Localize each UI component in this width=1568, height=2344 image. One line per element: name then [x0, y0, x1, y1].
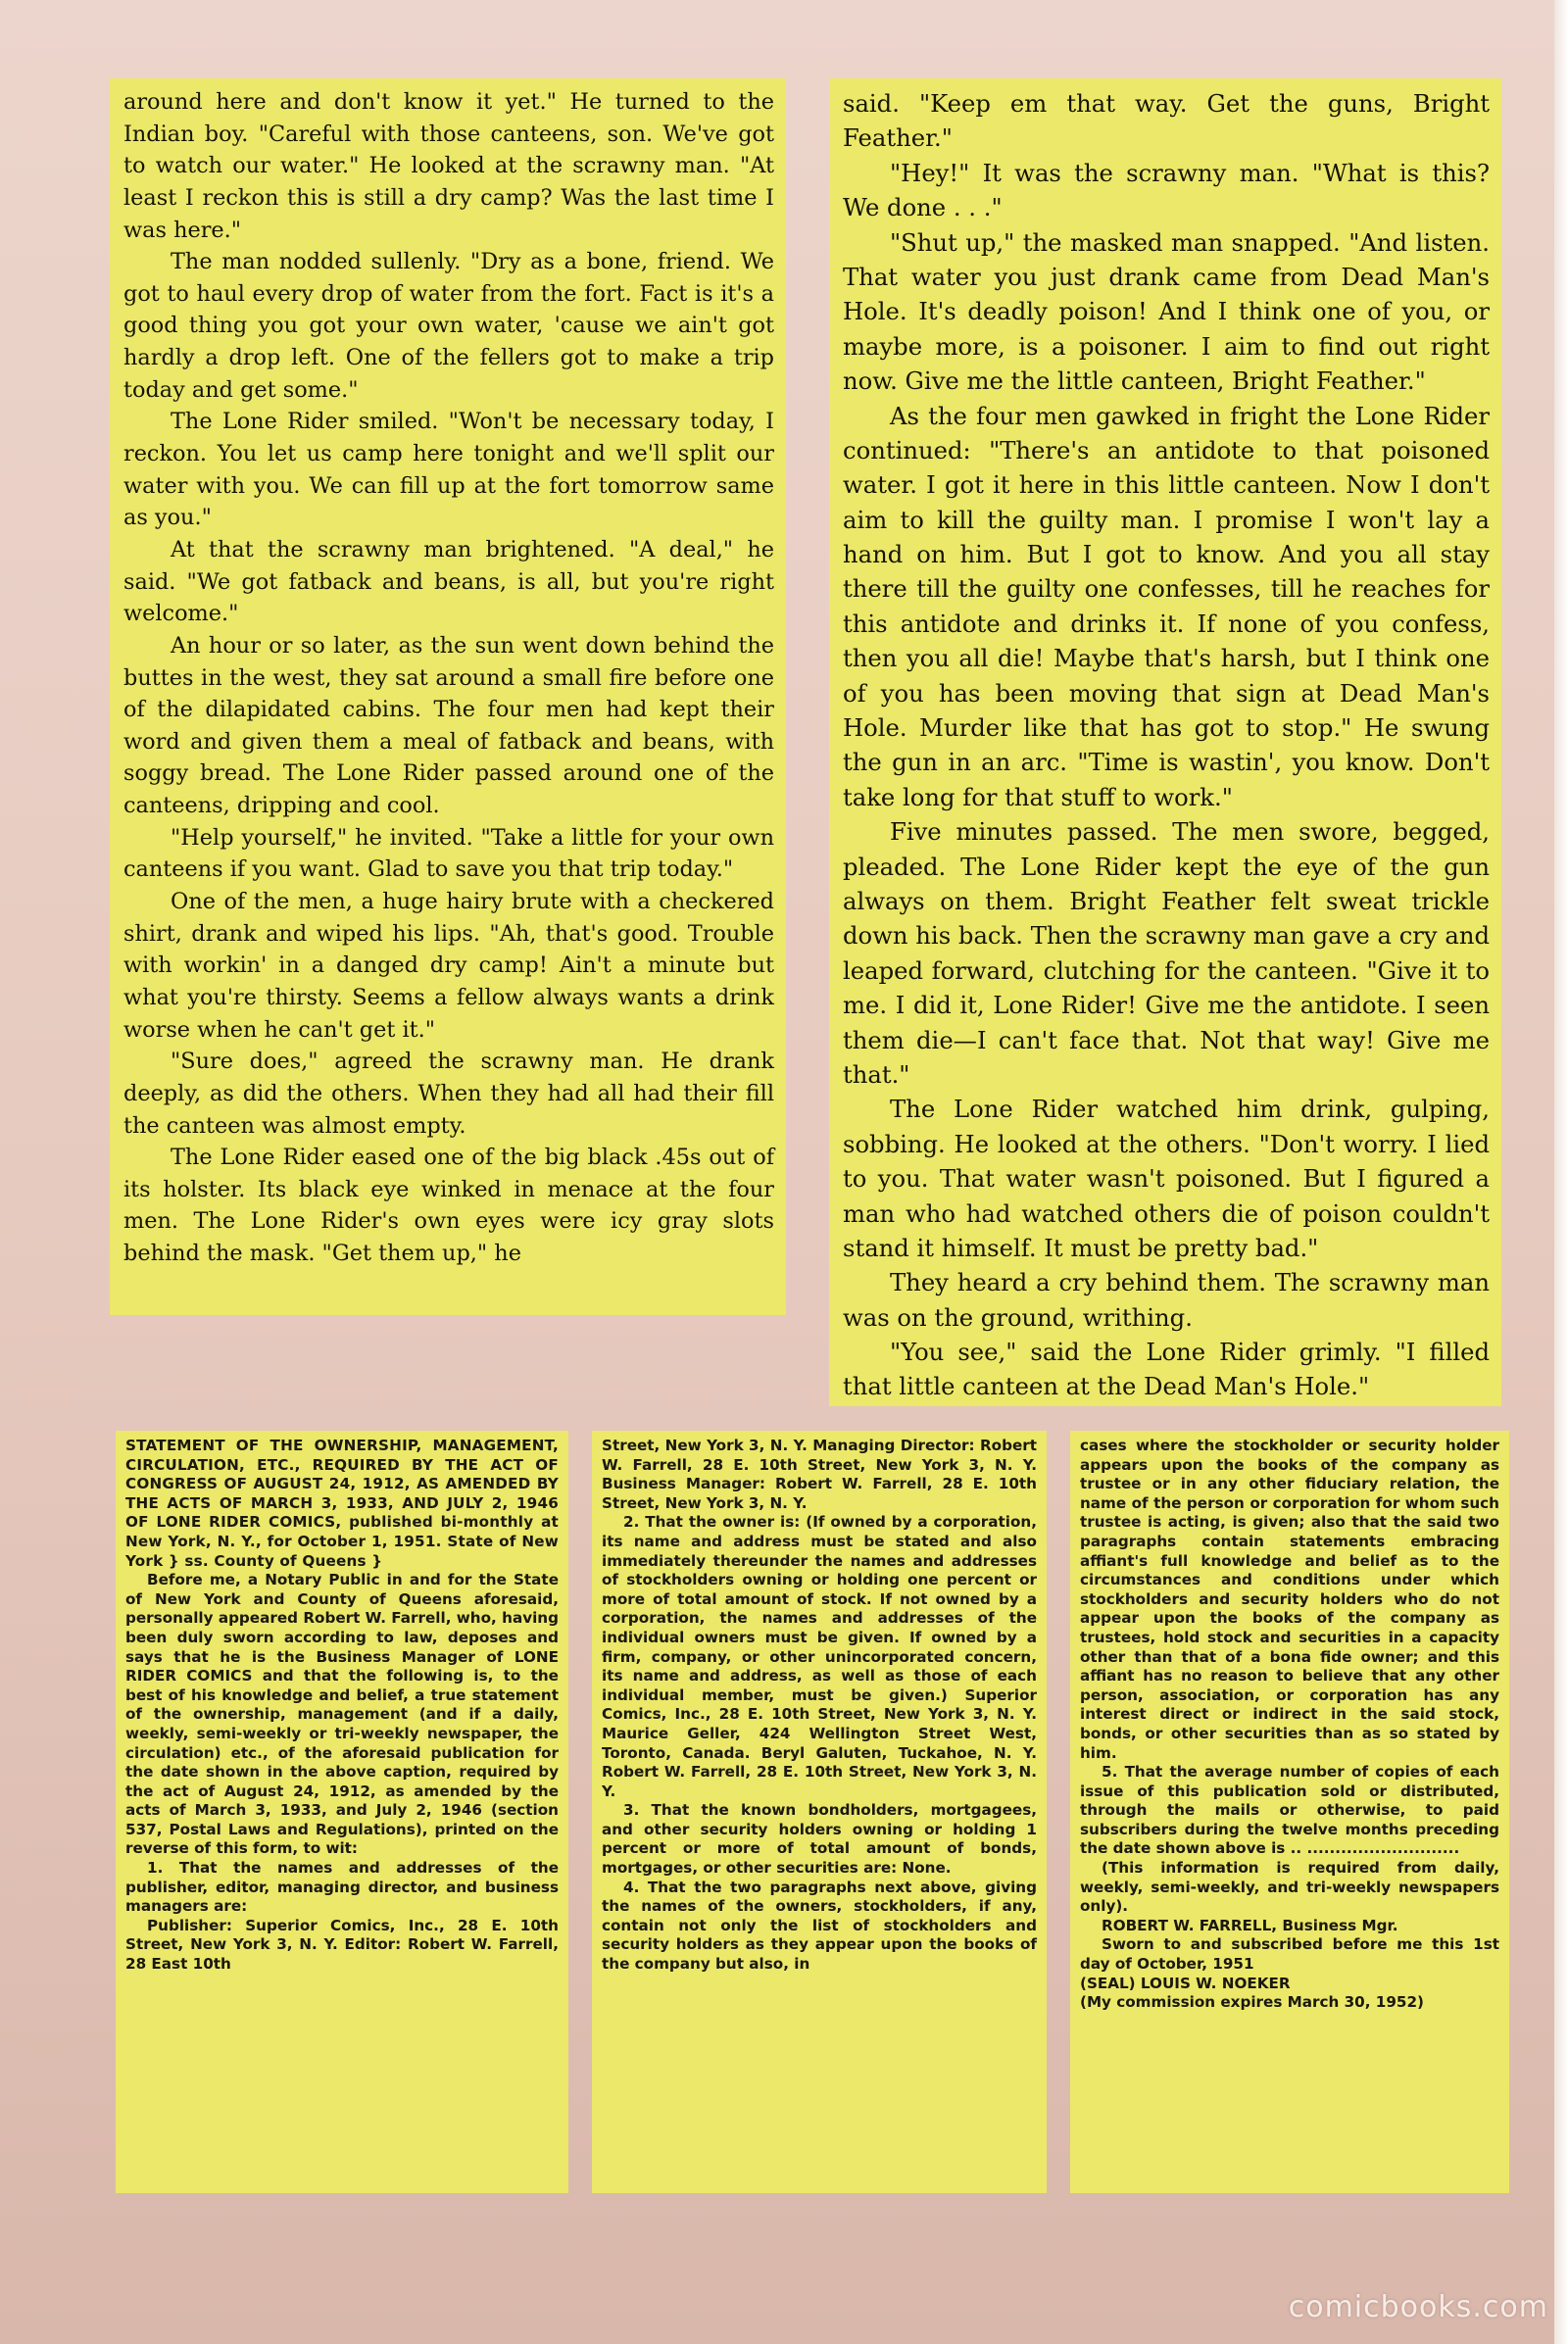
statement-paragraph: (My commission expires March 30, 1952) [1080, 1993, 1425, 2012]
story-paragraph: "Help yourself," he invited. "Take a little for your own canteens if you want. Glad to save you that trip today." [123, 824, 774, 883]
statement-paragraph: Sworn to and subscribed before me this 1st day of October, 1951 [1080, 1935, 1499, 1974]
story-paragraph: The Lone Rider eased one of the big black .45s out of its holster. Its black eye winked in menace at the four men. The Lone Rider's own eyes were icy gray slots behind the mask. "Get them up," he [123, 1145, 774, 1267]
watermark-text: comicbooks.com [1288, 2290, 1548, 2324]
statement-paragraph: cases where the stockholder or security holder appears upon the books of the company as trustee or in any other fiduciary relation, the name of the person or corporation for whom such trustee is acting, is given; also that the said two paragraphs contain statements embracing affiant's full knowledge and belief as to the circumstances and conditions under which stockholders and security holders who do not appear upon the books of the company as trustees, hold stock and securities in a capacity other than that of a bona fide owner; and this affiant has no reason to believe that any other person, association, or corporation has any interest direct or indirect in the said stock, bonds, or other securities than as so stated by him. [1080, 1437, 1499, 1762]
story-column-left [110, 78, 786, 1315]
story-paragraph: An hour or so later, as the sun went down behind the buttes in the west, they sat around a small fire before one of the dilapidated cabins. The four men had kept their word and given them a meal of fatback and beans, with soggy bread. The Lone Rider passed around one of the canteens, dripping and cool. [123, 632, 774, 819]
story-paragraph: "Sure does," agreed the scrawny man. He drank deeply, as did the others. When they had all had their fill the canteen was almost empty. [123, 1049, 774, 1139]
story-paragraph: said. "Keep em that way. Get the guns, Bright Feather." [843, 89, 1490, 153]
page-edge [1554, 0, 1568, 2344]
story-paragraph: The Lone Rider watched him drink, gulping, sobbing. He looked at the others. "Don't worry. I lied to you. That water wasn't poisoned. But I figured a man who had watched others die of poison couldn't stand it himself. It must be pretty bad." [843, 1095, 1490, 1262]
ownership-statement-column-3 [1070, 1431, 1509, 2193]
statement-paragraph: Publisher: Superior Comics, Inc., 28 E. 10th Street, New York 3, N. Y. Editor: Robert W. Farrell, 28 East 10th [125, 1916, 559, 1974]
story-paragraph: One of the men, a huge hairy brute with a checkered shirt, drank and wiped his lips. "Ah, that's good. Trouble with workin' in a danged dry camp! Ain't a minute but what you're thirsty. Seems a fellow always wants a drink worse when he can't get it." [123, 889, 774, 1043]
story-paragraph: around here and don't know it yet." He turned to the Indian boy. "Careful with those canteens, son. We've got to watch our water." He looked at the scrawny man. "At least I reckon this is still a dry camp? Was the last time I was here." [123, 89, 774, 243]
statement-paragraph: ROBERT W. FARRELL, Business Mgr. [1102, 1916, 1398, 1934]
story-paragraph: "Shut up," the masked man snapped. "And listen. That water you just drank came from Dead Man's Hole. It's deadly poison! And I think one of you, or maybe more, is a poisoner. I aim to find out right now. Give me the little canteen, Bright Feather." [843, 227, 1490, 396]
statement-paragraph: 2. That the owner is: (If owned by a corporation, its name and address must be stated and also immediately thereunder the names and addresses of stockholders owning or holding one percent or more of total amount of stock. If not owned by a corporation, the names and addresses of the individual owners must be given. If owned by a firm, company, or other unincorporated concern, its name and address, as well as those of each individual member, must be given.) Superior Comics, Inc., 28 E. 10th Street, New York 3, N. Y. Maurice Geller, 424 Wellington Street West, Toronto, Canada. Beryl Galuten, Tuckahoe, N. Y. Robert W. Farrell, 28 E. 10th Street, New York 3, N. Y. [602, 1513, 1037, 1800]
ownership-statement-column-2 [592, 1431, 1047, 2193]
story-paragraph: The Lone Rider smiled. "Won't be necessary today, I reckon. You let us camp here tonight and we'll split our water with you. We can fill up at the fort tomorrow same as you." [123, 409, 774, 531]
story-paragraph: The man nodded sullenly. "Dry as a bone, friend. We got to haul every drop of water from the fort. Fact is it's a good thing you got your own water, 'cause we ain't got hardly a drop left. One of the fellers got to make a trip today and get some." [123, 249, 774, 403]
statement-paragraph: 1. That the names and addresses of the publisher, editor, managing director, and business managers are: [125, 1859, 559, 1916]
statement-paragraph: (SEAL) LOUIS W. NOEKER [1080, 1974, 1291, 1992]
ownership-statement-column-1 [116, 1431, 568, 2193]
story-paragraph: "You see," said the Lone Rider grimly. "I filled that little canteen at the Dead Man's Hole." [843, 1338, 1490, 1401]
story-column-right [829, 78, 1501, 1406]
statement-paragraph: Before me, a Notary Public in and for the State of New York and County of Queens aforesaid, personally appeared Robert W. Farrell, who, having been duly sworn according to law, deposes and says that he is the Business Manager of LONE RIDER COMICS and that the following is, to the best of his knowledge and belief, a true statement of the ownership, management (and if a daily, weekly, semi-weekly or tri-weekly newspaper, the circulation) etc., of the aforesaid publication for the date shown in the above caption, required by the act of August 24, 1912, as amended by the acts of March 3, 1933, and July 2, 1946 (section 537, Postal Laws and Regulations), printed on the reverse of this form, to wit: [125, 1571, 559, 1858]
statement-paragraph: (This information is required from daily, weekly, semi-weekly, and tri-weekly newspapers only). [1080, 1859, 1499, 1916]
statement-paragraph: STATEMENT OF THE OWNERSHIP, MANAGEMENT, CIRCULATION, ETC., REQUIRED BY THE ACT OF CONGRESS OF AUGUST 24, 1912, AS AMENDED BY THE ACTS OF MARCH 3, 1933, AND JULY 2, 1946 OF LONE RIDER COMICS, published bi-monthly at New York, N. Y., for October 1, 1951. State of New York } ss. County of Queens } [125, 1437, 559, 1570]
statement-paragraph: 5. That the average number of copies of each issue of this publication sold or distributed, through the mails or otherwise, to paid subscribers during the twelve months preceding the date shown above is .. ........................... [1080, 1763, 1499, 1858]
story-paragraph: At that the scrawny man brightened. "A deal," he said. "We got fatback and beans, is all, but you're right welcome." [123, 536, 774, 627]
story-paragraph: As the four men gawked in fright the Lone Rider continued: "There's an antidote to that poisoned water. I got it here in this little canteen. Now I don't aim to kill the guilty man. I promise I won't lay a hand on him. But I got to know. And you all stay there till the guilty one confesses, till he reaches for this antidote and drinks it. If none of you confess, then you all die! Maybe that's harsh, but I think one of you has been moving that sign at Dead Man's Hole. Murder like that has got to stop." He swung the gun in an arc. "Time is wastin', you know. Don't take long for that stuff to work." [843, 401, 1490, 811]
story-paragraph: Five minutes passed. The men swore, begged, pleaded. The Lone Rider kept the eye of the gun always on them. Bright Feather felt sweat trickle down his back. Then the scrawny man gave a cry and leaped forward, clutching for the canteen. "Give it to me. I did it, Lone Rider! Give me the antidote. I seen them die—I can't face that. Not that way! Give me that." [843, 817, 1490, 1089]
statement-paragraph: 4. That the two paragraphs next above, giving the names of the owners, stockholders, if any, contain not only the list of stockholders and security holders as they appear upon the books of the company but also, in [602, 1878, 1037, 1974]
story-paragraph: "Hey!" It was the scrawny man. "What is this? We done . . ." [843, 158, 1490, 222]
story-paragraph: They heard a cry behind them. The scrawny man was on the ground, writhing. [843, 1268, 1490, 1332]
statement-paragraph: 3. That the known bondholders, mortgagees, and other security holders owning or holding 1 percent or more of total amount of bonds, mortgages, or other securities are: None. [602, 1801, 1037, 1878]
statement-paragraph: Street, New York 3, N. Y. Managing Director: Robert W. Farrell, 28 E. 10th Street, New York 3, N. Y. Business Manager: Robert W. Farrell, 28 E. 10th Street, New York 3, N. Y. [602, 1437, 1037, 1512]
